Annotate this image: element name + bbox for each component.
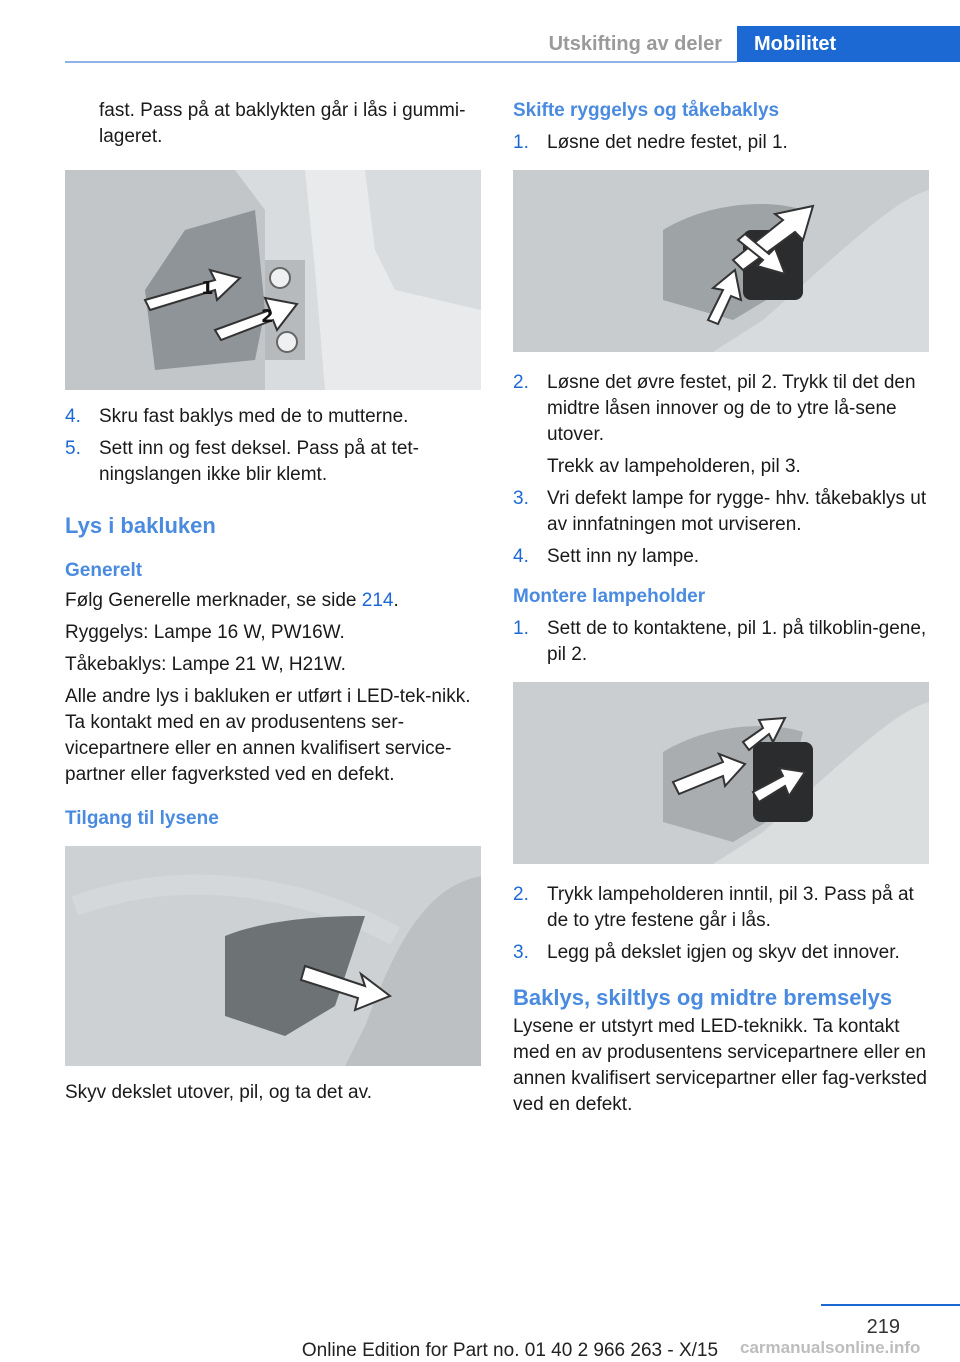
intro-text: fast. Pass på at baklykten går i lås i gummi‐lageret. — [99, 100, 466, 147]
page-header — [0, 0, 960, 62]
list-item: 1. Sett de to kontaktene, pil 1. på tilkoblin‐gene, pil 2. — [513, 618, 927, 665]
list-item: 1. Løsne det nedre festet, pil 1. — [513, 132, 788, 153]
page-number: 219 — [866, 1316, 900, 1338]
general-paragraph: Følg Generelle merknader, se side 214. — [65, 590, 399, 611]
left-column — [65, 98, 483, 1106]
edition-line: Online Edition for Part no. 01 40 2 966 263 - X/15 — [301, 1340, 719, 1361]
subheading-general: Generelt — [65, 560, 143, 581]
watermark: carmanualsonline.info — [740, 1338, 921, 1357]
section-title: Utskifting av deler — [548, 33, 722, 55]
fig1-label-1: 1 — [201, 278, 214, 299]
list-item: 4. Skru fast baklys med de to mutterne. — [65, 406, 409, 427]
header-rule — [65, 61, 737, 63]
right-column — [513, 98, 931, 1118]
led-note: Alle andre lys i bakluken er utført i LED-tek‐nikk. Ta kontakt med en av produsentens ser‐vicepartnere eller en annen kvalifisert service‐partner eller fagverksted ved en defekt. — [65, 686, 471, 785]
figure-caption: Skyv dekslet utover, pil, og ta det av. — [65, 1082, 372, 1103]
figure-connectors — [513, 682, 929, 864]
list-item: 2. Løsne det øvre festet, pil 2. Trykk til det den midtre låsen innover og de to ytre lå‐sene utover. Trekk av lampeholderen, pil 3. — [513, 372, 916, 477]
chapter-tab: Mobilitet — [737, 26, 960, 62]
takebaklys-spec: Tåkebaklys: Lampe 21 W, H21W. — [65, 654, 346, 675]
list-item: 5. Sett inn og fest deksel. Pass på at tet‐ningslangen ikke blir klemt. — [65, 438, 420, 485]
ryggelys-spec: Ryggelys: Lampe 16 W, PW16W. — [65, 622, 345, 643]
fig1-label-2: 2 — [261, 306, 274, 327]
list-item: 3. Vri defekt lampe for rygge- hhv. tåkebaklys ut av innfatningen mot urviseren. — [513, 488, 927, 535]
subheading-access: Tilgang til lysene — [65, 808, 219, 829]
list-item: 2. Trykk lampeholderen inntil, pil 3. Pass på at de to ytre festene går i lås. — [513, 884, 914, 931]
section-heading: Lys i bakluken — [65, 513, 216, 538]
figure-lower-fastener — [513, 170, 929, 352]
brake-paragraph: Lysene er utstyrt med LED-teknikk. Ta kontakt med en av produsentens servicepartnere eller en annen kvalifisert servicepartner eller fag‐verksted ved en defekt. — [513, 1016, 927, 1115]
page-reference-link[interactable]: 214 — [361, 590, 394, 611]
footer-rule — [821, 1304, 960, 1306]
figure-taillight-mount — [65, 170, 481, 390]
figure-cover-removal — [65, 846, 481, 1066]
subheading-mount: Montere lampeholder — [513, 586, 706, 607]
section-heading-brake: Baklys, skiltlys og midtre bremselys — [513, 985, 893, 1010]
subheading-change: Skifte ryggelys og tåkebaklys — [513, 100, 780, 121]
list-item: 3. Legg på dekslet igjen og skyv det innover. — [513, 942, 900, 963]
list-item: 4. Sett inn ny lampe. — [513, 546, 700, 567]
